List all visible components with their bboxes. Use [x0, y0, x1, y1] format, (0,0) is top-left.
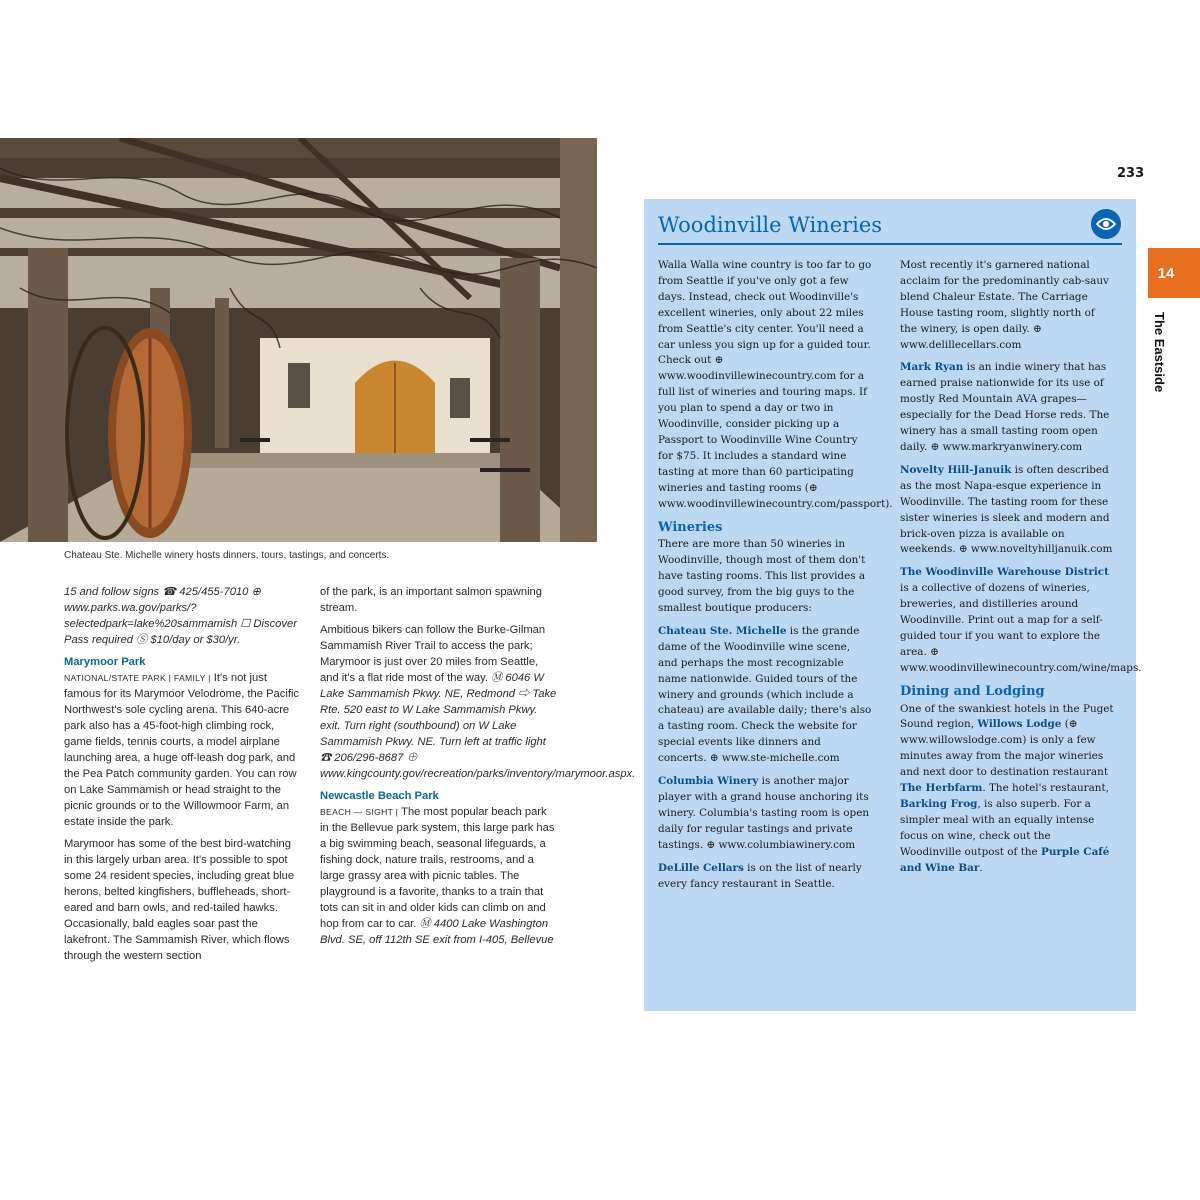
paragraph: DeLille Cellars is on the list of nearly every fancy restaurant in Seattle. [658, 861, 862, 890]
left-column-2 [320, 584, 636, 954]
sidebar-column-2 [900, 258, 1142, 884]
paragraph: 15 and follow signs ☎ 425/455-7010 ⊕ www.parks.wa.gov/parks/?selectedpark=lake%20sammamish ☐ Discover Pass required Ⓢ $10/day or $30/yr. [64, 586, 297, 646]
listing-heading-marymoor: Marymoor Park [64, 656, 146, 668]
listing-heading-newcastle: Newcastle Beach Park [320, 790, 439, 802]
paragraph: Chateau Ste. Michelle is the grande dame of the Woodinville wine scene, and perhaps the most recognizable name nationwide. Guided tours of the winery and grounds (which include a chateau) are available daily; there's also a tasting room. Check the website for special events like dinners and concerts. ⊕ www.ste-michelle.com [658, 624, 872, 765]
pergola-illustration [0, 138, 597, 542]
chapter-tab [1148, 248, 1200, 298]
paragraph: Marymoor has some of the best bird-watching in this largely urban area. It's possible to spot some 24 resident species, including great blue herons, belted kingfishers, buffleheads, short-eared and barn owls, and red-tailed hawks. Occasionally, bald eagles soar past the lakefront. The Sammamish River, which flows through the western section [64, 838, 295, 962]
winery-photo [0, 138, 597, 542]
paragraph: Mark Ryan is an indie winery that has earned praise nationwide for its use of mostly Red Mountain AVA grapes—especially for the Dead Horse reds. The winery has a small tasting room open daily. ⊕ www.markryanwinery.com [900, 361, 1110, 453]
woodinville-sidebar [644, 199, 1142, 1011]
page-number: 233 [1117, 166, 1145, 181]
eye-icon [1091, 209, 1121, 239]
paragraph: Most recently it's garnered national acclaim for the predominantly cab-sauv blend Chaleur Estate. The Carriage House tasting room, slightly north of the winery, is open daily. ⊕ www.delillecellars.com [900, 259, 1109, 351]
listing-tag: BEACH — SIGHT | [320, 807, 399, 817]
left-column-1 [64, 584, 302, 970]
paragraph: BEACH — SIGHT | The most popular beach park in the Bellevue park system, this large park has a big swimming beach, seasonal lifeguards, a fishing dock, nature trails, restrooms, and a large grassy area with picnic tables. The playground is a favorite, thanks to a train that tots can sit in and older kids can climb on and hop from car to car. Ⓜ 4400 Lake Washington Blvd. SE, off 112th SE exit from I-405, Bellevue [320, 806, 555, 946]
listing-tag: NATIONAL/STATE PARK | FAMILY | [64, 673, 211, 683]
photo-caption: Chateau Ste. Michelle winery hosts dinners, tours, tastings, and concerts. [64, 550, 390, 561]
subheading-wineries: Wineries [658, 519, 723, 535]
paragraph: The Woodinville Warehouse District is a collective of dozens of wineries, breweries, and distilleries around Woodinville. Print out a map for a self-guided tour if you want to explore the area. ⊕ www.woodinvillewinecountry.com/wine/maps. [900, 566, 1142, 674]
paragraph: Columbia Winery is another major player with a grand house anchoring its winery. Columbia's tasting room is open daily for regular tastings and private tastings. ⊕ www.columbiawinery.com [658, 775, 870, 851]
title-rule [658, 243, 1122, 245]
paragraph: One of the swankiest hotels in the Puget Sound region, Willows Lodge (⊕ www.willowslodge.com) is only a few minutes away from the major wineries and next door to destination restaurant The Herbfarm. The hotel's restaurant, Barking Frog, is also superb. For a simpler meal with an equally intense focus on wine, check out the Woodinville outpost of the Purple Café and Wine Bar. [900, 702, 1114, 874]
paragraph: NATIONAL/STATE PARK | FAMILY | It's not just famous for its Marymoor Velodrome, the Pacific Northwest's sole cycling arena. This 640-acre park also has a 45-foot-high climbing rock, game fields, tennis courts, a model airplane launching area, a huge off-leash dog park, and the Pea Patch community garden. You can row on Lake Sammamish or head straight to the picnic grounds or to the Willowmoor Farm, an estate inside the park. [64, 672, 300, 828]
chapter-name: The Eastside [1152, 312, 1167, 393]
paragraph: of the park, is an important salmon spawning stream. [320, 586, 543, 614]
sidebar-title: Woodinville Wineries [658, 213, 883, 237]
paragraph: Walla Walla wine country is too far to go from Seattle if you've only got a few days. Instead, check out Woodinville's excellent wineries, only about 22 miles from Seattle's city center. You'll need a car unless you sign up for a guided tour. Check out ⊕ www.woodinvillewinecountry.com for a full list of wineries and touring maps. If you plan to spend a day or two in Woodinville, consider picking up a Passport to Woodinville Wine Country for $75. It includes a standard wine tasting at more than 60 participating wineries and tasting rooms (⊕ www.woodinvillewinecountry.com/passport). [658, 259, 893, 510]
paragraph: Ambitious bikers can follow the Burke-Gilman Sammamish River Trail to access the park; Marymoor is just over 20 miles from Seattle, and it's a flat ride most of the way. Ⓜ 6046 W Lake Sammamish Pkwy. NE, Redmond ⇨ Take Rte. 520 east to W Lake Sammamish Pkwy. exit. Turn right (southbound) on W Lake Sammamish Pkwy. NE. Turn left at traffic light ☎ 206/296-8687 ⊕ www.kingcounty.gov/recreation/parks/inventory/marymoor.aspx. [320, 624, 636, 780]
chapter-number: 14 [1157, 264, 1175, 282]
subheading-dining: Dining and Lodging [900, 683, 1045, 699]
sidebar-column-1 [658, 258, 893, 899]
paragraph: Novelty Hill-Januik is often described as the most Napa-esque experience in Woodinville. The tasting room for these sister wineries is sleek and modern and brick-oven pizza is available on weekends. ⊕ www.noveltyhilljanuik.com [900, 463, 1113, 556]
paragraph: There are more than 50 wineries in Woodinville, though most of them don't have tasting rooms. This list provides a good survey, from the big guys to the smallest boutique producers: [658, 538, 866, 615]
